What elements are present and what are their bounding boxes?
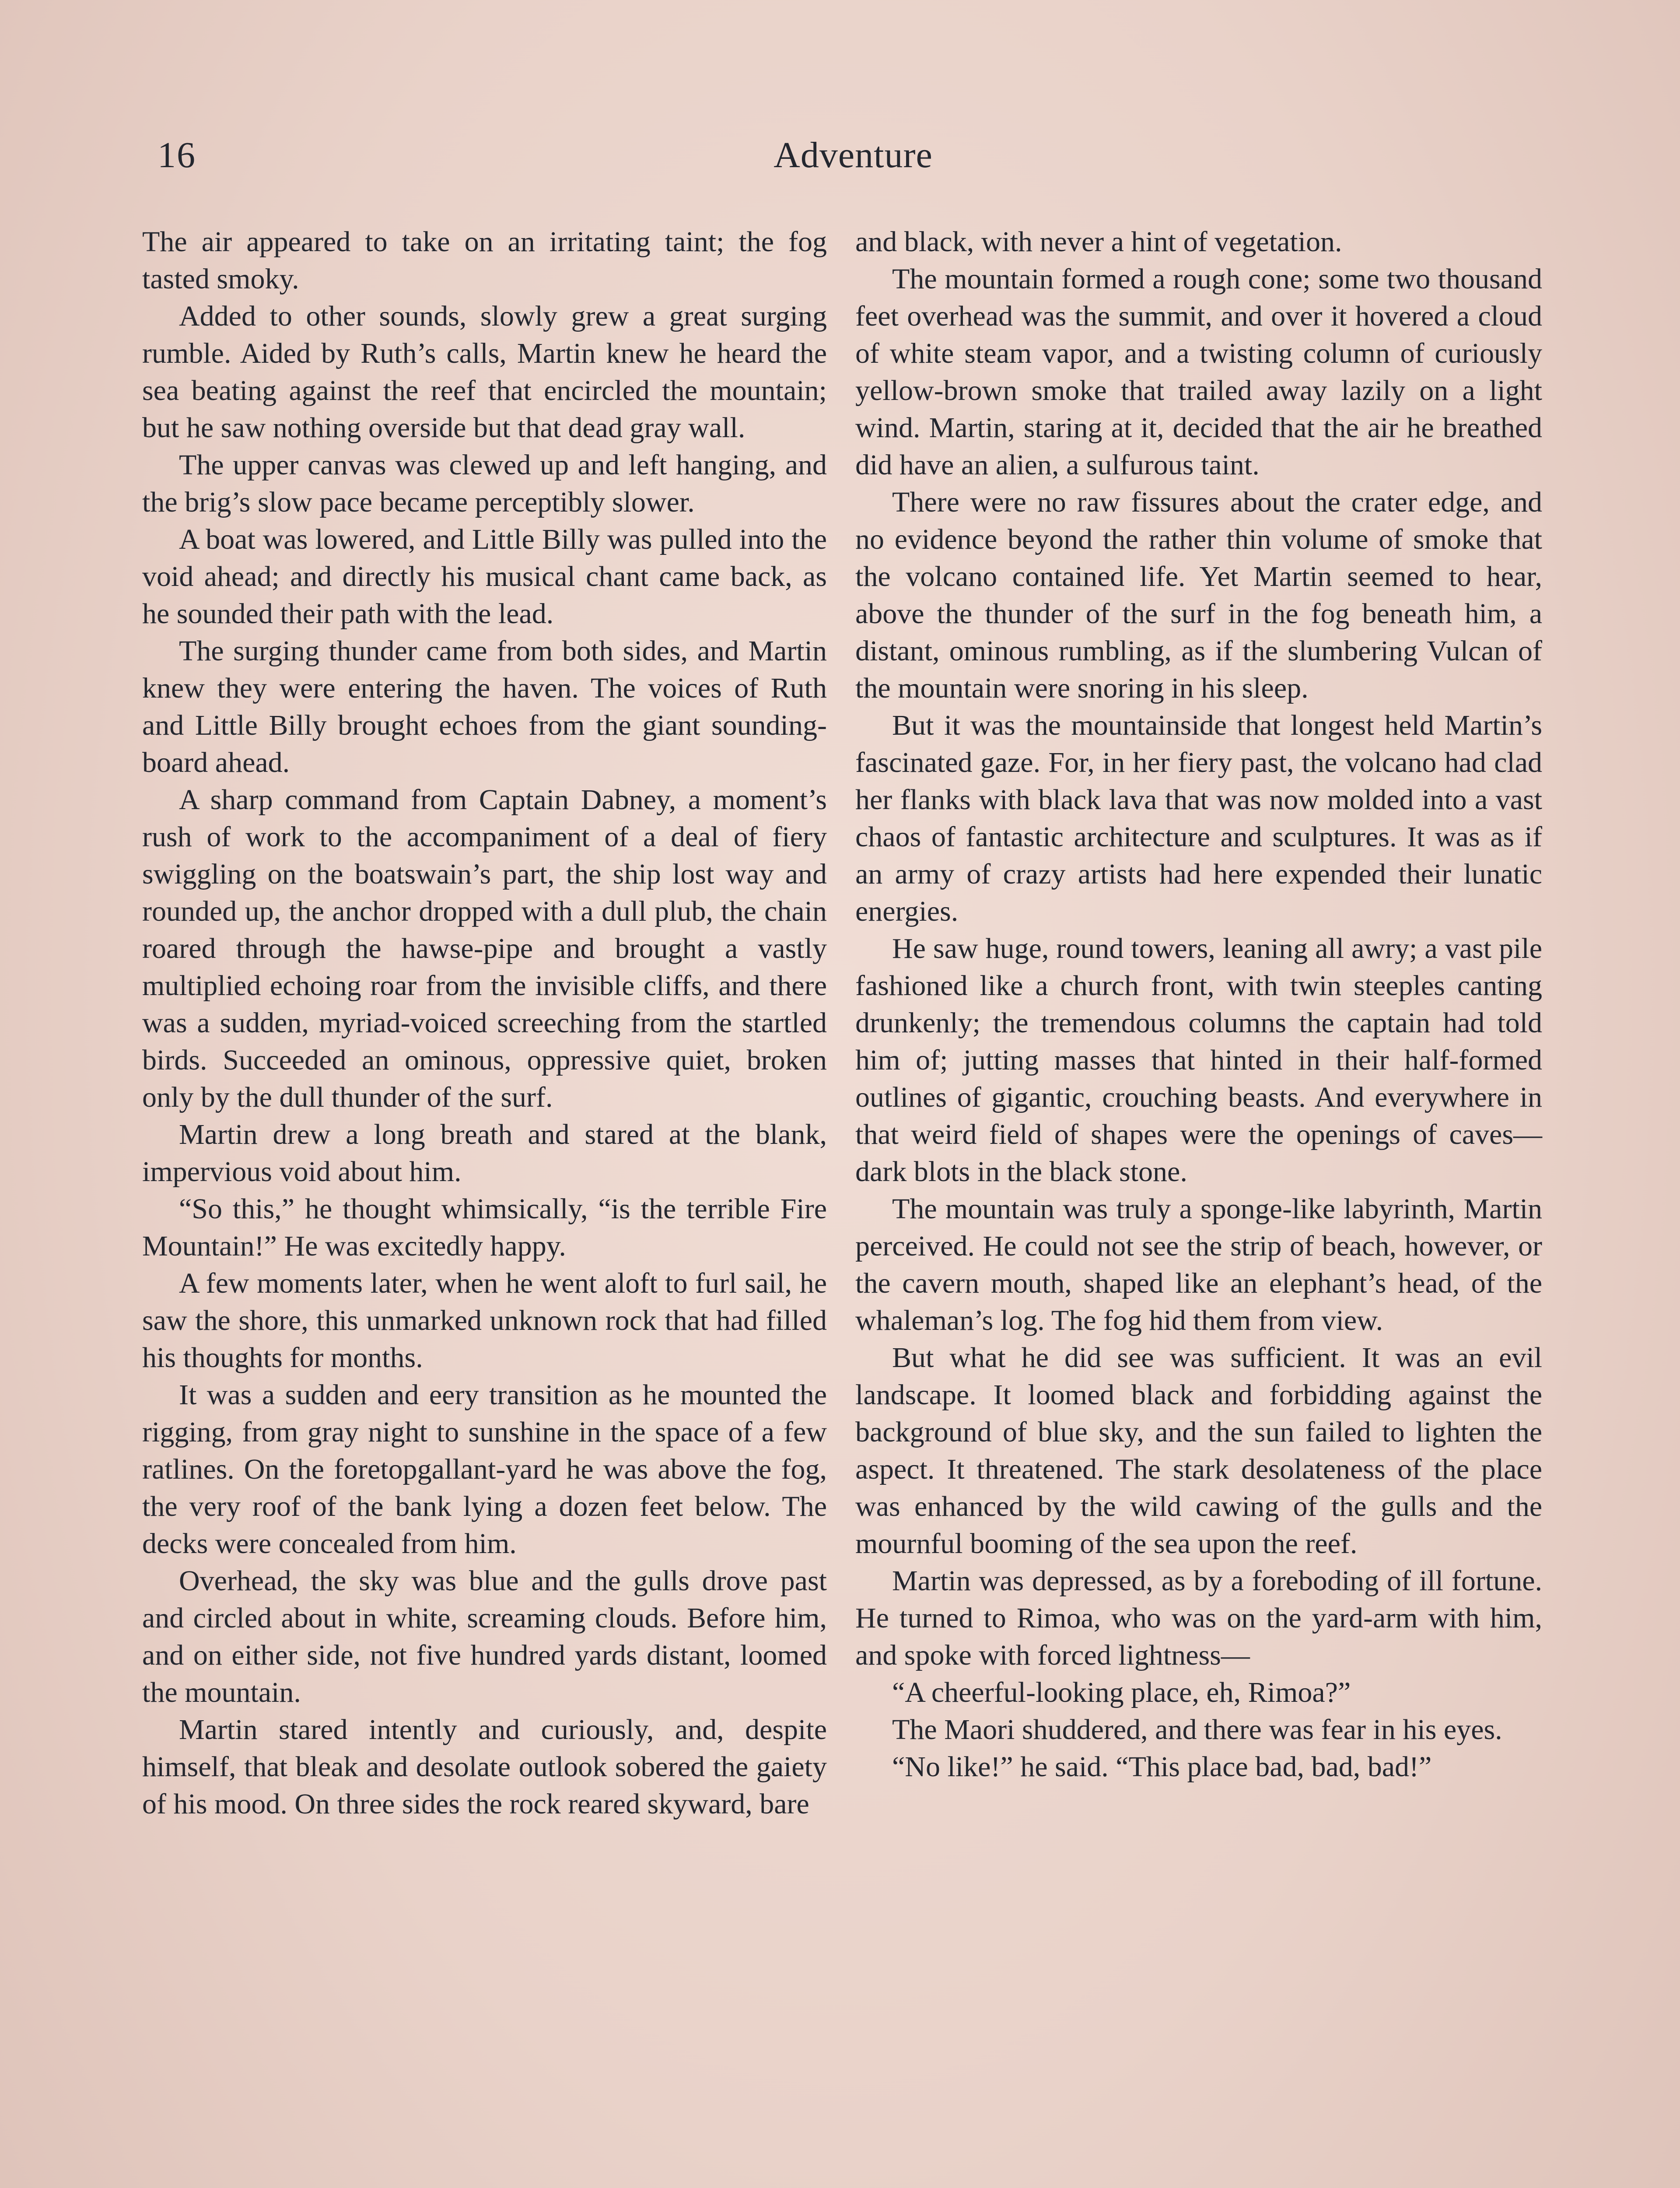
page-header xyxy=(158,131,1549,179)
paragraph: The air appeared to take on an irritating taint; the fog tasted smoky. xyxy=(142,226,827,295)
paragraph: The surging thunder came from both sides, and Martin knew they were entering the haven. The voices of Ruth and Little Billy brought echoes from the giant sounding-board ahead. xyxy=(142,635,827,778)
paragraph: “So this,” he thought whimsically, “is the terrible Fire Mountain!” He was excitedly happy. xyxy=(142,1193,827,1262)
paragraph: A sharp command from Captain Dabney, a moment’s rush of work to the accompaniment of a deal of fiery swiggling on the boatswain’s part, the ship lost way and rounded up, the anchor dropped with a dull plub, the chain roared through the hawse-pipe and brought a vastly multiplied echoing roar from the invisible cliffs, and there was a sudden, myriad-voiced screeching from the startled birds. Succeeded an ominous, oppressive quiet, broken only by the dull thunder of the surf. xyxy=(142,784,827,1113)
paragraph: Overhead, the sky was blue and the gulls drove past and circled about in white, screaming clouds. Before him, and on either side, not five hundred yards distant, loomed the mountain. xyxy=(142,1565,827,1708)
paragraph: “A cheerful-looking place, eh, Rimoa?” xyxy=(892,1676,1351,1708)
paragraph: But it was the mountainside that longest held Martin’s fascinated gaze. For, in her fiery past, the volcano had clad her flanks with black lava that was now molded into a vast chaos of fantastic architecture and sculptures. It was as if an army of crazy artists had here expended their lunatic energies. xyxy=(855,709,1542,927)
paragraph: It was a sudden and eery transition as he mounted the rigging, from gray night to sunshine in the space of a few ratlines. On the foretopgallant-yard he was above the fog, the very roof of the bank lying a dozen feet below. The decks were concealed from him. xyxy=(142,1379,827,1560)
paragraph: and black, with never a hint of vegetation. xyxy=(855,226,1342,258)
paragraph: Martin was depressed, as by a foreboding of ill fortune. He turned to Rimoa, who was on the yard-arm with him, and spoke with forced lightness— xyxy=(855,1565,1542,1671)
running-head: Adventure xyxy=(774,135,933,175)
paragraph: The upper canvas was clewed up and left hanging, and the brig’s slow pace became perceptibly slower. xyxy=(142,449,827,518)
paragraph: Martin drew a long breath and stared at the blank, impervious void about him. xyxy=(142,1119,827,1188)
paragraph: He saw huge, round towers, leaning all awry; a vast pile fashioned like a church front, with twin steeples canting drunkenly; the tremendous columns the captain had told him of; jutting masses that hinted in their half-formed outlines of gigantic, crouching beasts. And everywhere in that weird field of shapes were the openings of caves— dark blots in the black stone. xyxy=(855,933,1542,1188)
paragraph: “No like!” he said. “This place bad, bad, bad!” xyxy=(892,1751,1432,1783)
paragraph: There were no raw fissures about the crater edge, and no evidence beyond the rather thin volume of smoke that the volcano contained life. Yet Martin seemed to hear, above the thunder of the surf in the fog beneath him, a distant, ominous rumbling, as if the slumbering Vulcan of the mountain were snoring in his sleep. xyxy=(855,486,1542,704)
paragraph: But what he did see was sufficient. It was an evil landscape. It loomed black and forbidding against the background of blue sky, and the sun failed to lighten the aspect. It threatened. The stark desolateness of the place was enhanced by the wild cawing of the gulls and the mournful booming of the sea upon the reef. xyxy=(855,1342,1542,1560)
page-number: 16 xyxy=(158,135,196,175)
paragraph: Added to other sounds, slowly grew a great surging rumble. Aided by Ruth’s calls, Martin knew he heard the sea beating against the reef that encircled the mountain; but he saw nothing overside but that dead gray wall. xyxy=(142,300,827,444)
left-column xyxy=(142,223,827,1823)
paragraph: The mountain was truly a sponge-like labyrinth, Martin perceived. He could not see the strip of beach, however, or the cavern mouth, shaped like an elephant’s head, of the whaleman’s log. The fog hid them from view. xyxy=(855,1193,1542,1336)
right-column xyxy=(855,223,1542,1785)
paragraph: A few moments later, when he went aloft to furl sail, he saw the shore, this unmarked unknown rock that had filled his thoughts for months. xyxy=(142,1267,827,1374)
paragraph: The Maori shuddered, and there was fear in his eyes. xyxy=(892,1714,1502,1746)
paragraph: Martin stared intently and curiously, and, despite himself, that bleak and desolate outlook sobered the gaiety of his mood. On three sides the rock reared skyward, bare xyxy=(142,1714,827,1820)
paragraph: A boat was lowered, and Little Billy was pulled into the void ahead; and directly his musical chant came back, as he sounded their path with the lead. xyxy=(142,523,827,630)
paragraph: The mountain formed a rough cone; some two thousand feet overhead was the summit, and over it hovered a cloud of white steam vapor, and a twisting column of curiously yellow-brown smoke that trailed away lazily on a light wind. Martin, staring at it, decided that the air he breathed did have an alien, a sulfurous taint. xyxy=(855,263,1542,481)
